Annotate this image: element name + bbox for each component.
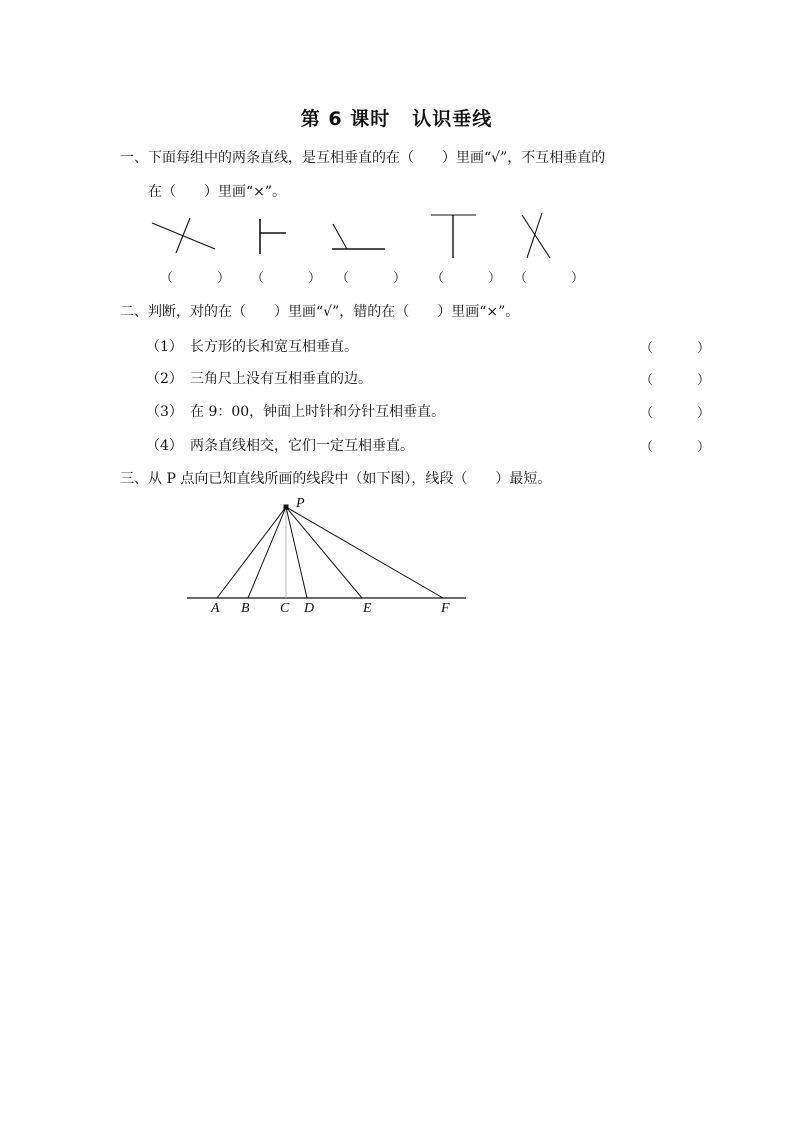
lesson-number: 第 6 课时 [300,108,391,130]
point-p-dot [284,505,289,510]
answer-blank-3[interactable]: （ ） [336,271,413,286]
section1-instruction-line1: 一、下面每组中的两条直线，是互相垂直的在（ ）里画“√”，不互相垂直的 [120,150,606,166]
item-number: （2） [146,371,183,387]
item-text: 长方形的长和宽互相垂直。 [190,339,358,355]
answer-blank-4[interactable]: （ ） [431,271,508,286]
label-c: C [280,601,290,616]
judgement-blank-3[interactable]: （ ） [640,406,717,421]
judgement-blank-2[interactable]: （ ） [640,373,717,388]
section3-heading: 三、从 P 点向已知直线所画的线段中（如下图），线段（ ）最短。 [120,471,552,487]
label-a: A [211,601,220,616]
item-number: （1） [146,339,183,355]
judgement-blank-1[interactable]: （ ） [640,341,717,356]
answer-blank-5[interactable]: （ ） [514,271,591,286]
item-text: 在 9：00，钟面上时针和分针互相垂直。 [190,404,446,420]
item-number: （3） [146,404,183,420]
item-number: （4） [146,438,183,454]
item-text: 两条直线相交，它们一定互相垂直。 [190,438,414,454]
judgement-blank-4[interactable]: （ ） [640,440,717,455]
section2-heading: 二、判断，对的在（ ）里画“√”，错的在（ ）里画“×”。 [120,304,520,320]
label-e: E [363,601,372,616]
lesson-topic: 认识垂线 [412,108,493,130]
section1-instruction-line2: 在（ ）里画“×”。 [148,184,287,200]
segments [217,507,443,598]
answer-blank-2[interactable]: （ ） [251,271,328,286]
label-d: D [304,601,315,616]
label-b: B [241,601,250,616]
answer-blank-1[interactable]: （ ） [160,271,237,286]
label-f: F [441,601,450,616]
label-p: P [296,496,305,511]
item-text: 三角尺上没有互相垂直的边。 [190,371,372,387]
